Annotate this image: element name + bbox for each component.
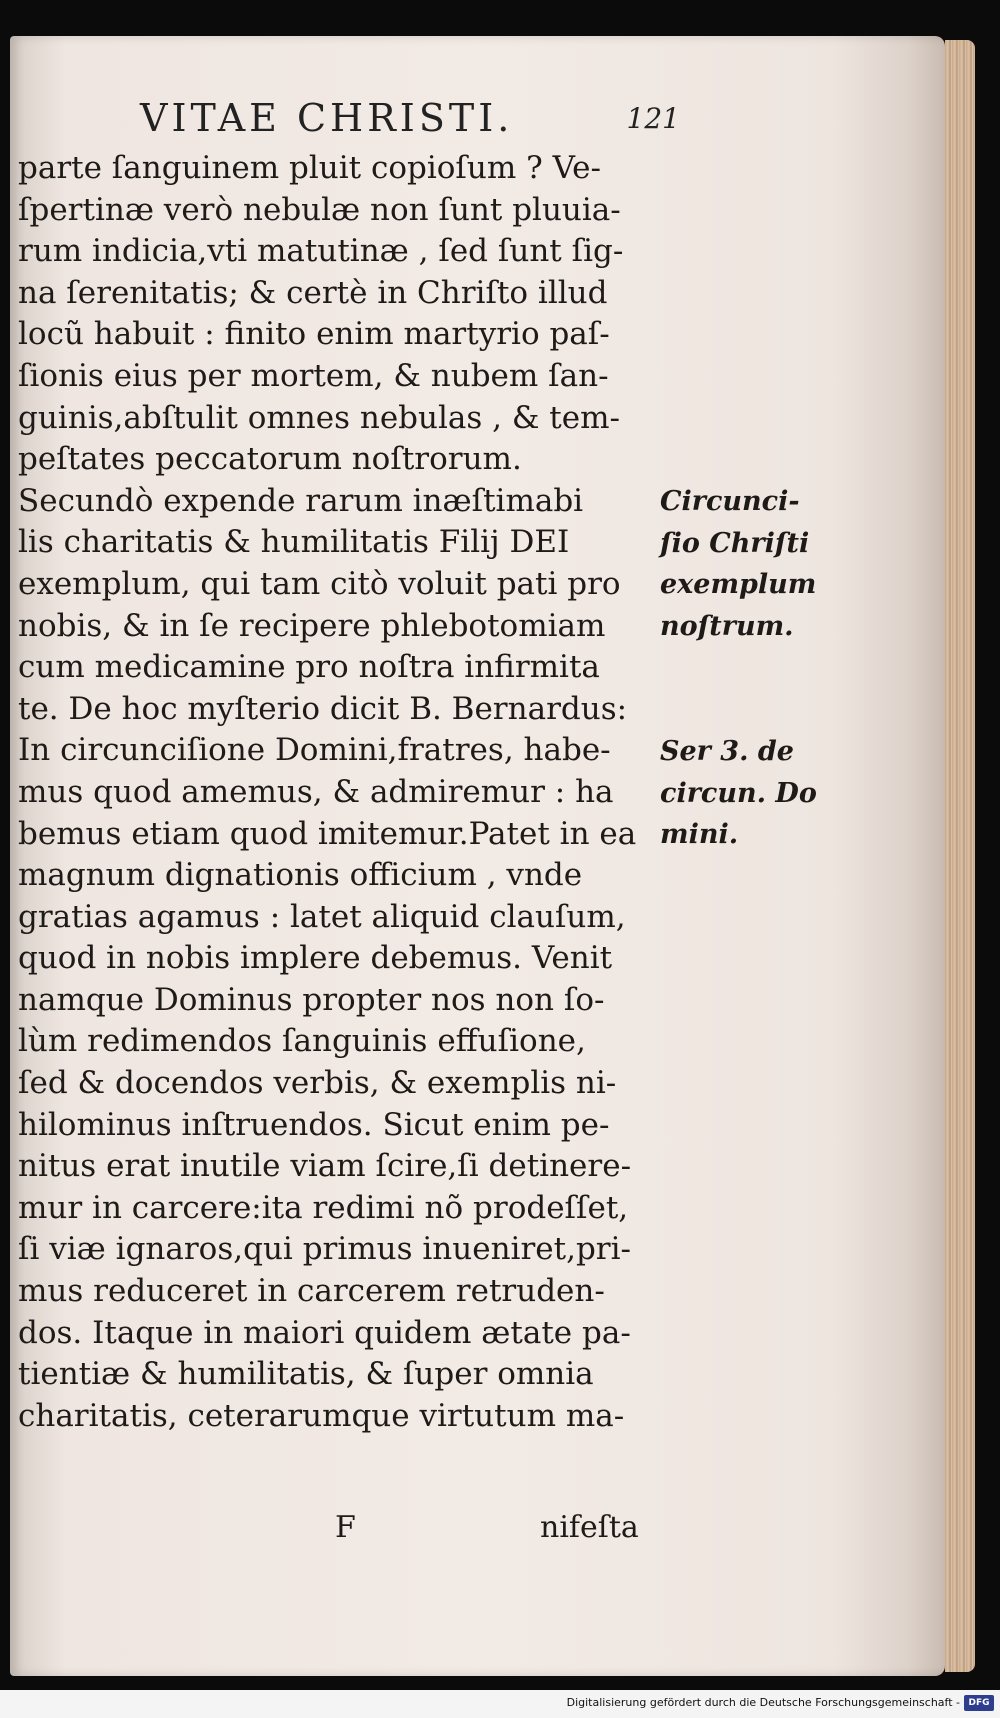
- margin-note-line: mini.: [660, 819, 739, 851]
- text-line: na ſerenitatis; & certè in Chriſto illud: [18, 274, 608, 311]
- text-line: gratias agamus : latet aliquid clauſum,: [18, 898, 626, 935]
- text-line: mur in carcere:ita redimi nõ prodeſſet,: [18, 1189, 629, 1226]
- page-number: 121: [626, 102, 680, 135]
- text-line: mus quod amemus, & admiremur : ha: [18, 773, 614, 810]
- catchword-line: [0, 1510, 700, 1550]
- margin-note-line: noſtrum.: [660, 610, 794, 642]
- text-line: ſpertinæ verò nebulæ non ſunt pluuia-: [18, 191, 621, 228]
- text-line: bemus etiam quod imitemur.Patet in ea: [18, 815, 637, 852]
- text-line: parte ſanguinem pluit copioſum ? Ve-: [18, 150, 601, 186]
- text-line: nobis, & in ſe recipere phlebotomiam: [18, 607, 606, 644]
- margin-note-line: exemplum: [660, 569, 817, 601]
- text-line: cum medicamine pro noſtra infirmita: [18, 649, 600, 686]
- text-line: rum indicia,vti matutinæ , ſed ſunt ſig-: [18, 233, 624, 270]
- margin-note-line: circun. Do: [660, 777, 817, 809]
- text-line: locũ habuit : finito enim martyrio paſ-: [18, 316, 610, 353]
- running-title: VITAE CHRISTI.: [140, 96, 514, 140]
- signature-mark: F: [335, 1510, 356, 1545]
- text-line: ſionis eius per mortem, & nubem ſan-: [18, 357, 609, 394]
- margin-note-line: ſio Chriſti: [660, 527, 810, 559]
- text-line: magnum dignationis officium , vnde: [18, 857, 583, 894]
- margin-note-circumcision: [660, 481, 820, 647]
- text-line: Secundò expende rarum inæſtimabi: [18, 482, 584, 519]
- text-line: ſi viæ ignaros,qui primus inueniret,pri-: [18, 1231, 631, 1268]
- text-line: exemplum, qui tam citò voluit pati pro: [18, 565, 621, 602]
- text-line: hilominus inſtruendos. Sicut enim pe-: [18, 1106, 610, 1143]
- text-line: charitatis, ceterarumque virtutum ma-: [18, 1397, 625, 1434]
- text-line: tientiæ & humilitatis, & ſuper omnia: [18, 1356, 594, 1393]
- margin-note-line: Circunci-: [660, 486, 800, 517]
- text-line: guinis,abſtulit omnes nebulas , & tem-: [18, 399, 620, 436]
- text-line: peſtates peccatorum noſtrorum.: [18, 441, 522, 478]
- digitization-footer: [0, 1690, 1000, 1718]
- text-line: lis charitatis & humilitatis Filij DEI: [18, 524, 570, 561]
- catchword: nifeſta: [540, 1510, 639, 1545]
- text-line: mus reduceret in carcerem retruden-: [18, 1273, 605, 1310]
- footer-credit: Digitalisierung gefördert durch die Deutsche Forschungsgemeinschaft -: [566, 1696, 960, 1709]
- text-line: lùm redimendos ſanguinis effuſione,: [18, 1023, 586, 1060]
- margin-note-line: Ser 3. de: [660, 736, 794, 767]
- text-line: dos. Itaque in maiori quidem ætate pa-: [18, 1314, 631, 1351]
- margin-note-sermon-reference: [660, 731, 820, 856]
- text-line: In circunciſione Domini,fratres, habe-: [18, 732, 611, 769]
- dfg-logo: DFG: [964, 1695, 994, 1711]
- body-text: [18, 148, 668, 1437]
- text-line: quod in nobis implere debemus. Venit: [18, 940, 613, 977]
- text-line: te. De hoc myſterio dicit B. Bernardus:: [18, 690, 628, 727]
- text-line: ſed & docendos verbis, & exemplis ni-: [18, 1065, 617, 1102]
- text-line: nitus erat inutile viam ſcire,ſi detinere-: [18, 1148, 632, 1185]
- text-line: namque Dominus propter nos non ſo-: [18, 981, 605, 1018]
- page-edges: [945, 40, 975, 1672]
- running-head: [140, 96, 680, 140]
